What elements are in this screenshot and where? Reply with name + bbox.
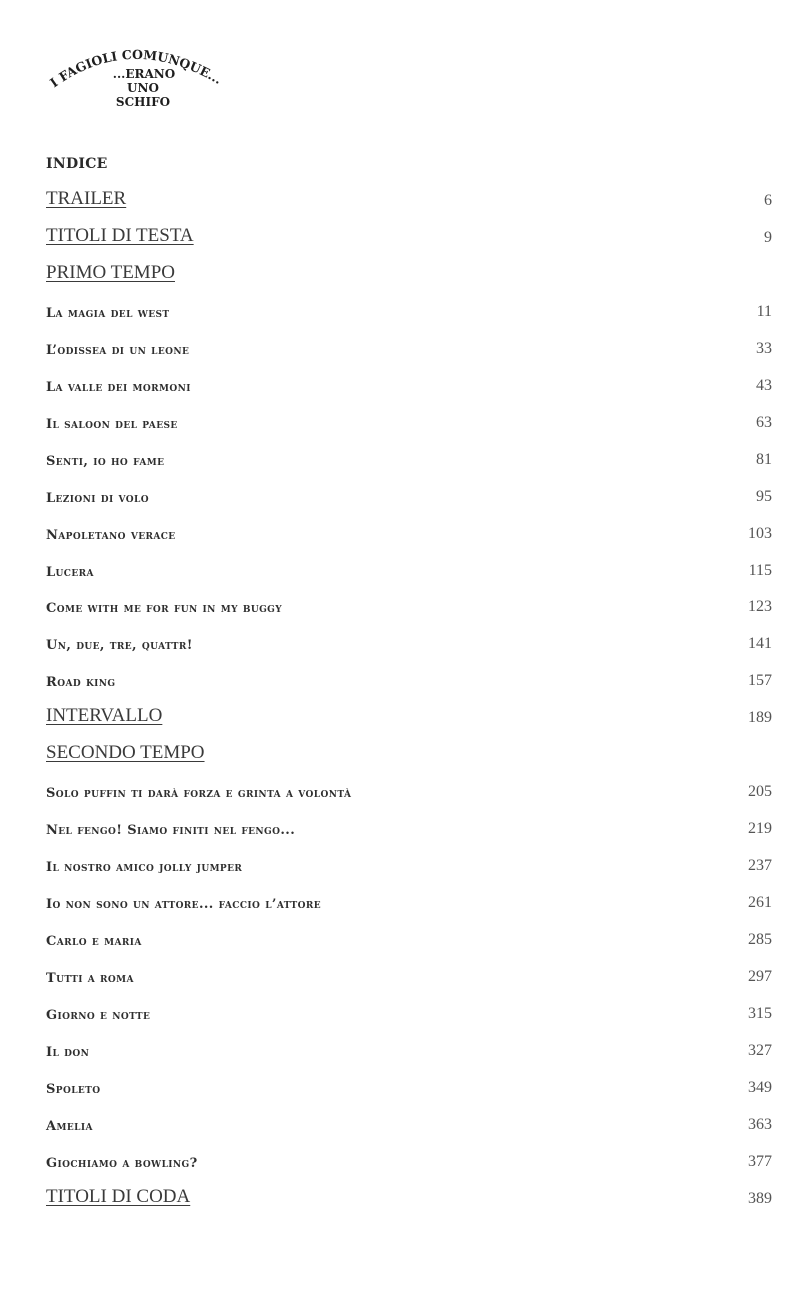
toc-page-number: 157 (748, 672, 772, 690)
toc-page-number: 219 (748, 820, 772, 838)
toc-page-number: 6 (764, 192, 772, 209)
toc-chapter-entry (46, 592, 772, 616)
toc-entry-title: L’odissea di un leone (46, 342, 190, 358)
toc-page-number: 95 (756, 487, 772, 505)
toc-entry-title: Un, due, tre, quattr! (46, 638, 193, 654)
toc-chapter-entry (46, 888, 772, 912)
toc-entry-title: Io non sono un attore... faccio l’attore (46, 897, 321, 913)
logo-line-schifo: SCHIFO (115, 95, 171, 109)
toc-chapter-entry (46, 666, 772, 690)
toc-page-number: 189 (748, 709, 772, 727)
toc-page-number: 389 (748, 1189, 772, 1207)
toc-chapter-entry (46, 925, 772, 949)
toc-entry-title: SECONDO TEMPO (46, 742, 205, 764)
toc-entry-title: TITOLI DI TESTA (46, 224, 194, 246)
toc-page-number: 103 (748, 524, 772, 542)
toc-entry-title: Giorno e notte (46, 1007, 151, 1023)
toc-entry-title: Il saloon del paese (46, 416, 178, 432)
toc-entry-title: PRIMO TEMPO (46, 261, 175, 283)
toc-chapter-entry (46, 445, 772, 469)
toc-chapter-entry (46, 1036, 772, 1060)
toc-page-number: 297 (748, 967, 772, 985)
toc-entry-title: TRAILER (46, 188, 127, 209)
toc-entry-title: INTERVALLO (46, 705, 163, 727)
toc-entry-title: Giochiamo a bowling? (46, 1155, 198, 1171)
toc-chapter-entry (46, 999, 772, 1023)
toc-page-number: 363 (748, 1115, 772, 1133)
toc-entry-title: Carlo e maria (46, 934, 142, 949)
toc-section-entry (46, 223, 772, 247)
toc-chapter-entry (46, 851, 772, 875)
toc-page-number: 11 (756, 302, 772, 320)
toc-chapter-entry (46, 408, 772, 432)
toc-page-number: 123 (748, 598, 772, 616)
toc-entry-title: La valle dei mormoni (46, 379, 191, 395)
toc-section-entry (46, 186, 772, 210)
logo-line-uno: UNO (127, 81, 159, 95)
toc-page-number: 261 (748, 894, 772, 912)
toc-page-number: 81 (756, 450, 772, 468)
toc-chapter-entry (46, 777, 772, 801)
toc-page-number: 9 (764, 228, 772, 246)
toc-entry-title: Il don (46, 1044, 90, 1060)
toc-page-number: 63 (756, 413, 772, 431)
toc-page-number: 377 (748, 1152, 772, 1170)
toc-entry-title: Il nostro amico jolly jumper (46, 860, 243, 876)
toc-chapter-entry (46, 371, 772, 395)
toc-entry-title: Tutti a roma (46, 970, 134, 986)
index-heading: INDICE (46, 156, 108, 172)
toc-page-number: 205 (748, 783, 772, 801)
logo-arc-text: I FAGIOLI COMUNQUE... (47, 46, 225, 91)
toc-chapter-entry (46, 1110, 772, 1134)
toc-entry-title: Amelia (46, 1118, 93, 1134)
toc-entry-title: Road king (46, 675, 116, 691)
logo-line-erano: ...ERANO (112, 67, 176, 81)
toc-chapter-entry (46, 556, 772, 580)
toc-chapter-entry (46, 334, 772, 358)
toc-page-number: 349 (748, 1078, 772, 1096)
toc-chapter-entry (46, 482, 772, 506)
toc-chapter-entry (46, 297, 772, 321)
toc-entry-title: Senti, io ho fame (46, 453, 165, 469)
toc-page-number: 285 (748, 931, 772, 948)
toc-chapter-entry (46, 1073, 772, 1097)
toc-section-entry (46, 260, 772, 284)
toc-page-number: 33 (756, 339, 772, 357)
toc-section-entry (46, 703, 772, 727)
toc-entry-title: Lezioni di volo (46, 490, 149, 506)
toc-chapter-entry (46, 962, 772, 986)
toc-section-entry (46, 1184, 772, 1208)
toc-page-number: 141 (748, 635, 772, 653)
toc-chapter-entry (46, 519, 772, 543)
toc-page-number: 115 (748, 561, 772, 579)
toc-entry-title: Spoleto (46, 1081, 101, 1097)
toc-entry-title: Napoletano verace (46, 527, 176, 543)
toc-page-number: 315 (748, 1004, 772, 1022)
toc-page-number: 43 (756, 376, 772, 394)
toc-chapter-entry (46, 814, 772, 838)
toc-entry-title: Come with me for fun in my buggy (46, 601, 283, 617)
toc-entry-title: Solo puffin ti darà forza e grinta a volontà (46, 786, 352, 802)
toc-page-number: 237 (748, 857, 772, 875)
toc-chapter-entry (46, 1147, 772, 1171)
toc-entry-title: La magia del west (46, 305, 170, 321)
toc-entry-title: Lucera (46, 564, 94, 580)
toc-section-entry (46, 740, 772, 764)
toc-entry-title: Nel fengo! Siamo finiti nel fengo... (46, 823, 296, 839)
toc-page-number: 327 (748, 1041, 772, 1059)
toc-entry-title: TITOLI DI CODA (46, 1185, 191, 1207)
toc-chapter-entry (46, 629, 772, 653)
